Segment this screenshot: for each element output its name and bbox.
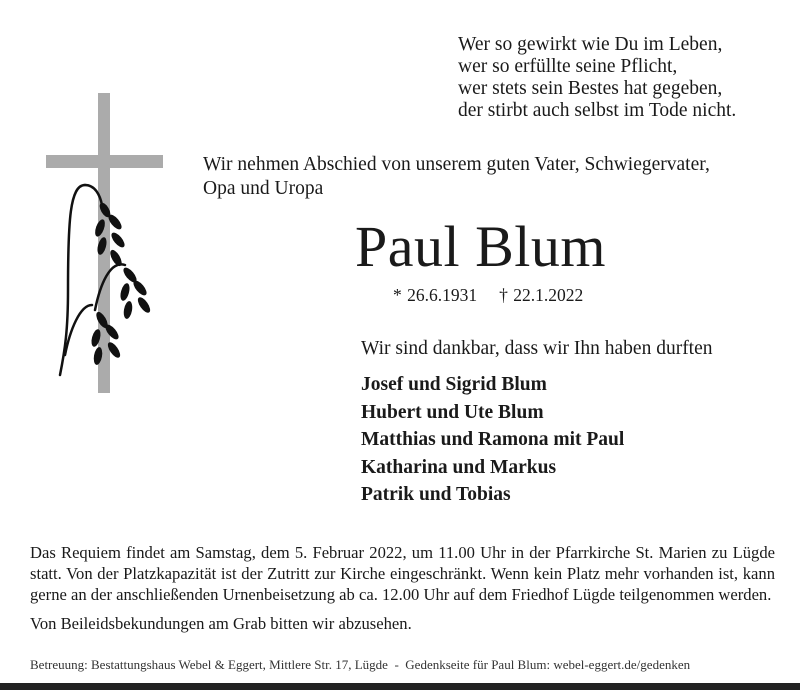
- poem-line: der stirbt auch selbst im Tode nicht.: [458, 100, 737, 121]
- condolence-note: Von Beileidsbekundungen am Grab bitten wir abzusehen.: [30, 614, 412, 633]
- footer-credits: Betreuung: Bestattungshaus Webel & Eggert, Mittlere Str. 17, Lügde - Gedenkseite für Paul Blum: webel-eggert.de/gedenken: [30, 657, 691, 672]
- intro-line: Wir nehmen Abschied von unserem guten Vater, Schwiegervater,: [203, 154, 710, 175]
- family-list: [361, 371, 624, 509]
- family-member: Hubert und Ute Blum: [361, 401, 544, 423]
- family-member: Katharina und Markus: [361, 456, 557, 478]
- wheat-ears-icon: [40, 180, 165, 390]
- thanks-text: Wir sind dankbar, dass wir Ihn haben durften: [361, 338, 713, 359]
- deceased-name: Paul Blum: [355, 214, 607, 279]
- poem-line: Wer so gewirkt wie Du im Leben,: [458, 34, 723, 55]
- bottom-border: [0, 683, 800, 690]
- family-member: Matthias und Ramona mit Paul: [361, 429, 625, 450]
- requiem-paragraph: Das Requiem findet am Samstag, dem 5. Februar 2022, um 11.00 Uhr in der Pfarrkirche St. Marien zu Lügde statt. Von der Platzkapazität ist der Zutritt zur Kirche eingeschränkt. Wenn kein Platz mehr vorhanden ist, kann gerne an der anschließenden Urnenbeisetzung ab ca. 12.00 Uhr auf dem Friedhof Lügde teilgenommen werden.: [30, 543, 775, 604]
- life-dates: [393, 285, 583, 306]
- service-details: [30, 542, 775, 642]
- poem-line: wer stets sein Bestes hat gegeben,: [458, 78, 723, 99]
- intro-line: Opa und Uropa: [203, 178, 324, 199]
- cross-icon-horizontal: [46, 155, 163, 168]
- intro-text: [203, 153, 783, 201]
- birth-date: * 26.6.1931: [393, 285, 478, 305]
- poem-line: wer so erfüllte seine Pflicht,: [458, 56, 678, 77]
- death-date: † 22.1.2022: [499, 285, 584, 305]
- poem: [458, 34, 736, 122]
- family-member: Josef und Sigrid Blum: [361, 374, 547, 395]
- family-member: Patrik und Tobias: [361, 484, 511, 505]
